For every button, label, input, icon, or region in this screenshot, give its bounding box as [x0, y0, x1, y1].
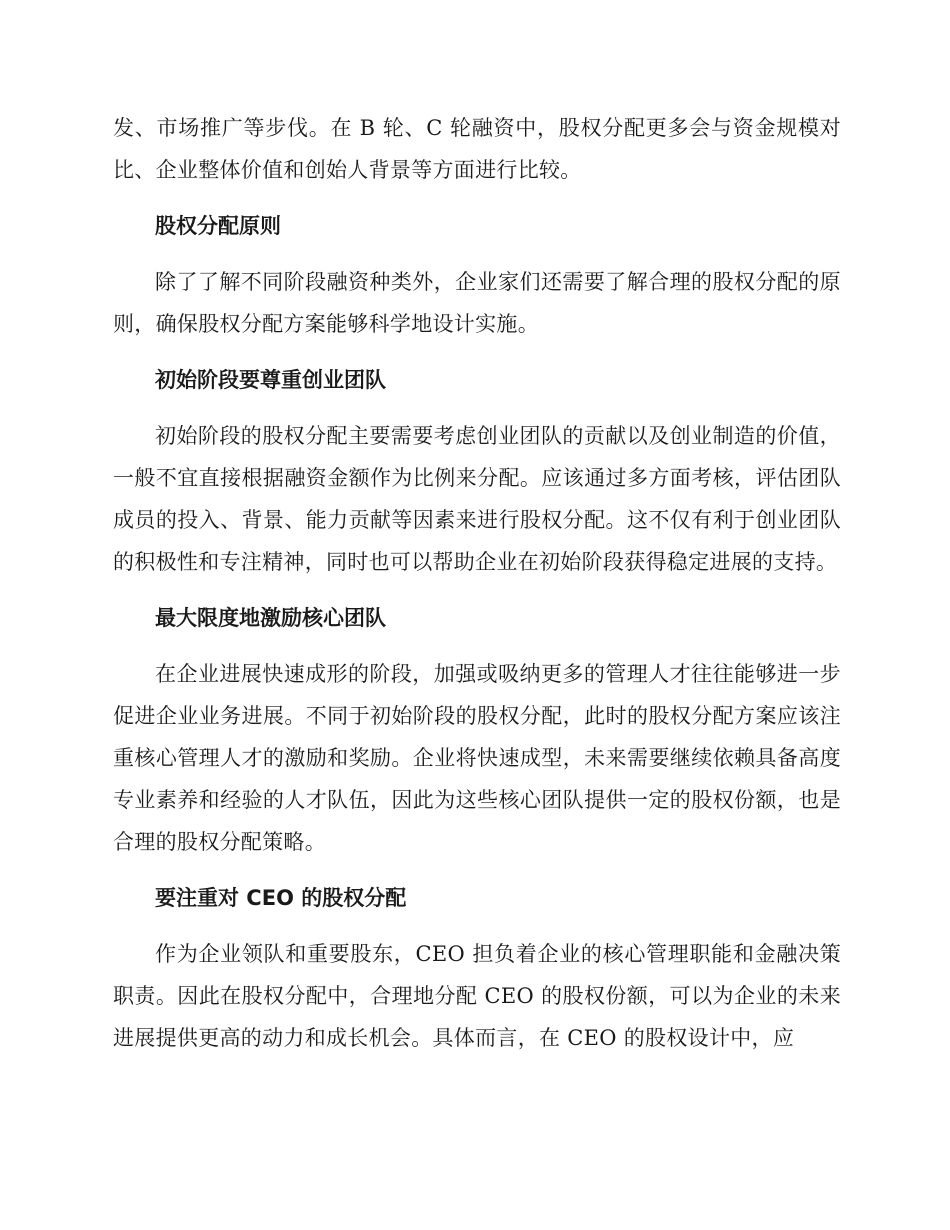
paragraph: 在企业进展快速成形的阶段，加强或吸纳更多的管理人才往往能够进一步促进企业业务进展。不同于初始阶段的股权分配，此时的股权分配方案应该注重核心管理人才的激励和奖励。企业将快速成型，未来需要继续依赖具备高度专业素养和经验的人才队伍，因此为这些核心团队提供一定的股权份额，也是合理的股权分配策略。: [113, 662, 841, 854]
section-heading-founding-team: 初始阶段要尊重创业团队: [155, 368, 386, 392]
document-body: [113, 107, 841, 1059]
paragraph: 初始阶段的股权分配主要需要考虑创业团队的贡献以及创业制造的价值，一般不宜直接根据融资金额作为比例来分配。应该通过多方面考核，评估团队成员的投入、背景、能力贡献等因素来进行股权分配。这不仅有利于创业团队的积极性和专注精神，同时也可以帮助企业在初始阶段获得稳定进展的支持。: [113, 424, 841, 574]
section-heading-core-team: 最大限度地激励核心团队: [155, 606, 386, 630]
paragraph: 除了了解不同阶段融资种类外，企业家们还需要了解合理的股权分配的原则，确保股权分配方案能够科学地设计实施。: [113, 270, 841, 336]
section-heading-equity-principles: 股权分配原则: [155, 214, 281, 238]
paragraph: 作为企业领队和重要股东，CEO 担负着企业的核心管理职能和金融决策职责。因此在股权分配中，合理地分配 CEO 的股权份额，可以为企业的未来进展提供更高的动力和成长机会。具体而言，在 CEO 的股权设计中，应: [113, 942, 841, 1050]
paragraph-continued: 发、市场推广等步伐。在 B 轮、C 轮融资中，股权分配更多会与资金规模对比、企业整体价值和创始人背景等方面进行比较。: [113, 116, 841, 182]
section-heading-ceo-equity: 要注重对 CEO 的股权分配: [155, 886, 407, 910]
